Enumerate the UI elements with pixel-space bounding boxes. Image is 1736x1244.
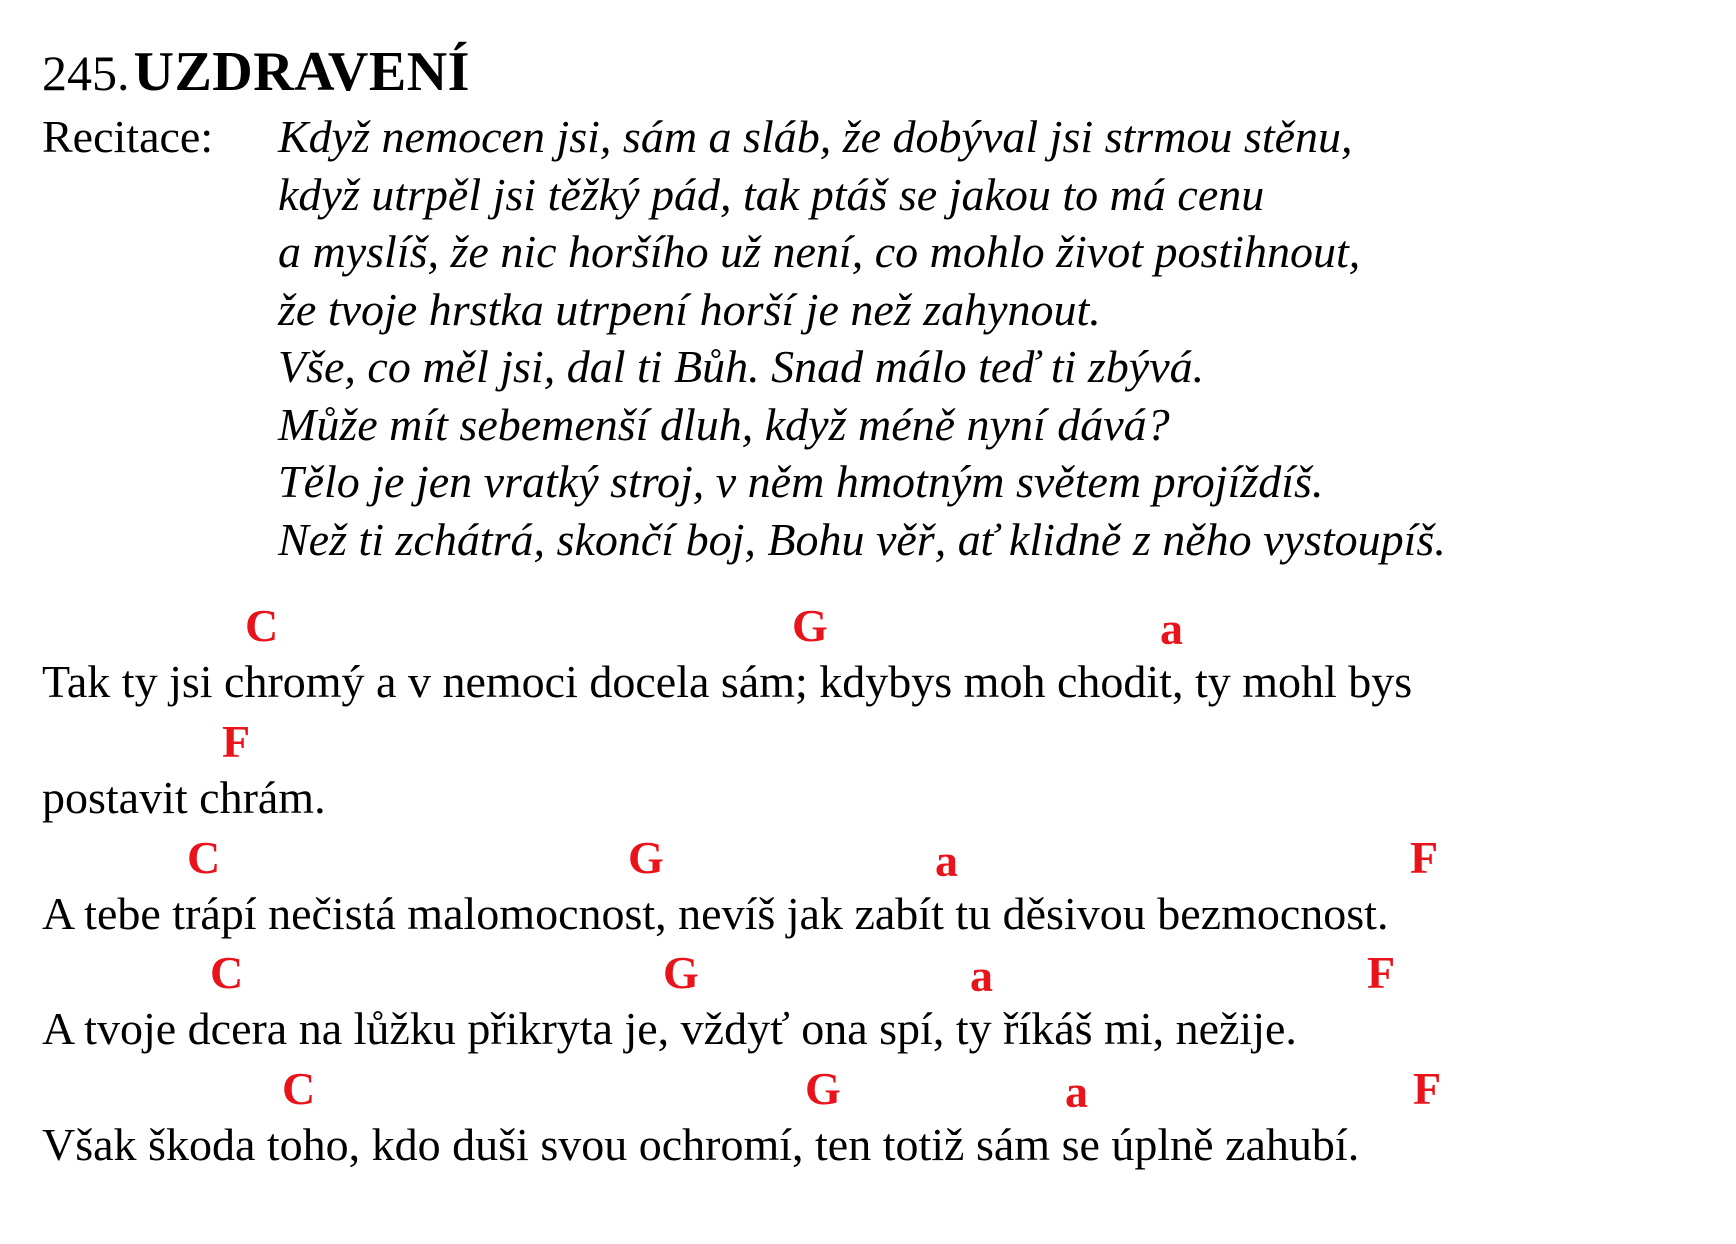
chord: C [245,600,279,651]
recitation-line: Vše, co měl jsi, dal ti Bůh. Snad málo teď ti zbývá. [278,341,1205,392]
song-title: UZDRAVENÍ [133,41,470,103]
recitation-line: a myslíš, že nic horšího už není, co mohlo život postihnout, [278,226,1361,277]
lyric-line: postavit chrám. [42,772,326,823]
chord: C [187,832,221,883]
recitation-label: Recitace: [42,111,214,162]
chord: C [210,947,244,998]
chord: a [970,950,993,1001]
recitation-line: Tělo je jen vratký stroj, v něm hmotným světem projíždíš. [278,456,1324,507]
chord: F [1367,947,1396,998]
chord: C [282,1063,316,1114]
chord: G [805,1063,841,1114]
lyric-line: Tak ty jsi chromý a v nemoci docela sám; kdybys moh chodit, ty mohl bys [42,656,1413,707]
chord: G [663,947,699,998]
lyric-line: Však škoda toho, kdo duši svou ochromí, ten totiž sám se úplně zahubí. [42,1119,1360,1170]
chord: G [628,832,664,883]
recitation-line: Když nemocen jsi, sám a sláb, že dobýval jsi strmou stěnu, [278,111,1353,162]
chord: F [222,716,251,767]
chord: F [1413,1063,1442,1114]
recitation-line: když utrpěl jsi těžký pád, tak ptáš se jakou to má cenu [278,168,1265,220]
recitation-line: Může mít sebemenší dluh, když méně nyní dává? [278,398,1170,450]
chord: a [935,835,958,886]
chord: a [1065,1066,1088,1117]
chord: G [792,600,828,651]
recitation-line: Než ti zchátrá, skončí boj, Bohu věř, ať klidně z něho vystoupíš. [278,513,1446,565]
song-number: 245. [42,45,130,101]
lyric-line: A tvoje dcera na lůžku přikryta je, vždyť ona spí, ty říkáš mi, nežije. [42,1003,1297,1054]
recitation-line: že tvoje hrstka utrpení horší je než zahynout. [278,283,1101,335]
lyric-line: A tebe trápí nečistá malomocnost, nevíš jak zabít tu děsivou bezmocnost. [42,888,1389,939]
chord: F [1410,832,1439,883]
chord: a [1160,603,1183,654]
